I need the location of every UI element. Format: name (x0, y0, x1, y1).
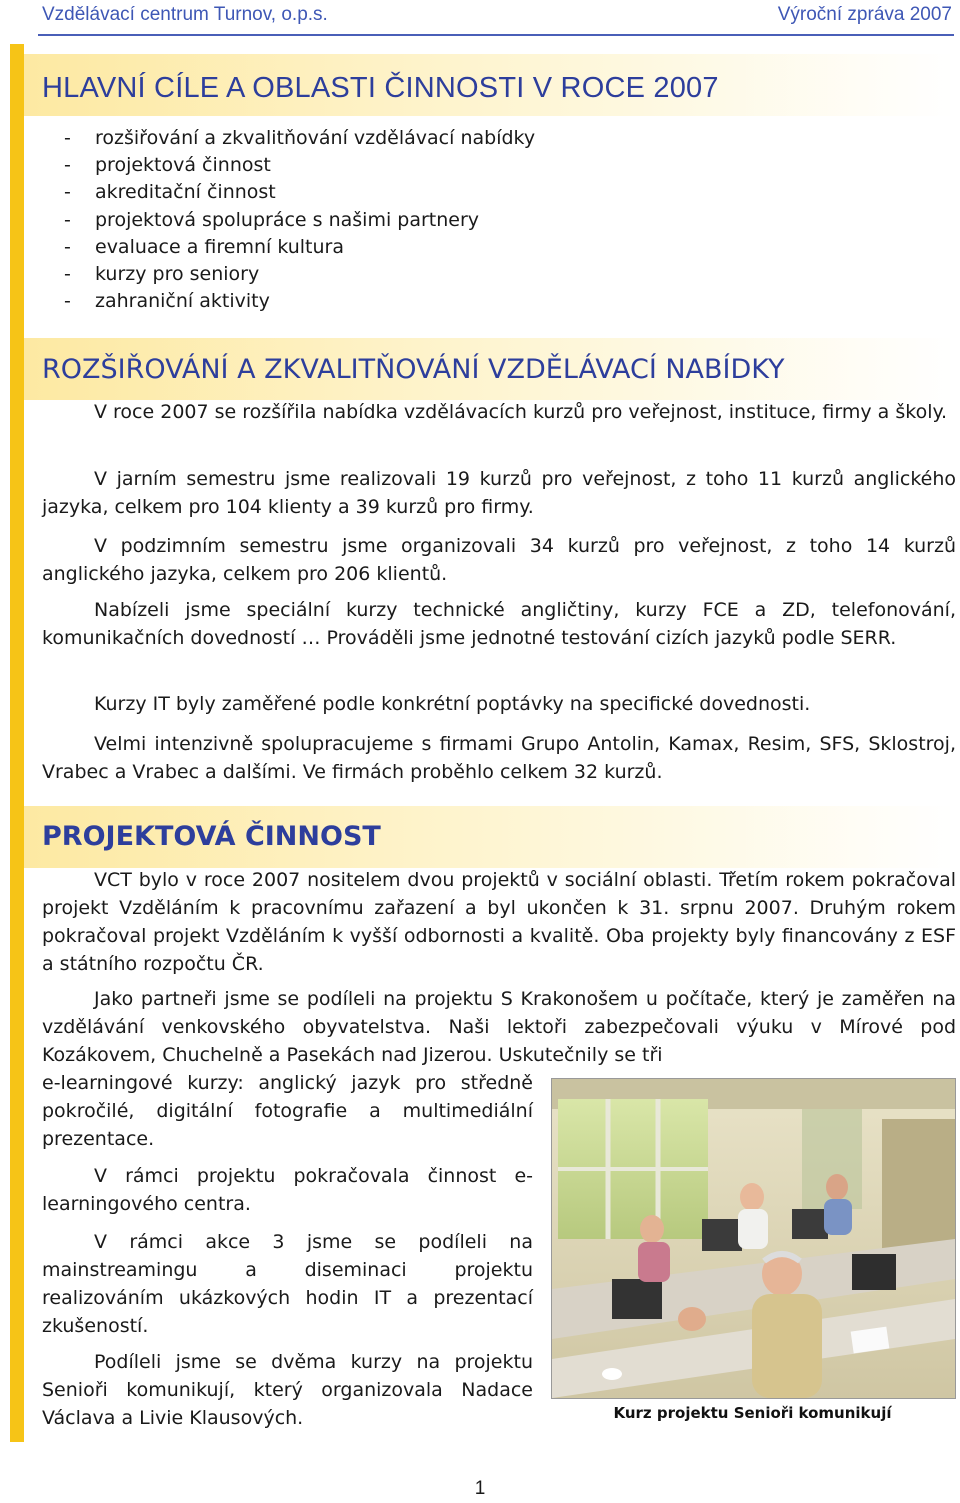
paragraph-projects-6: Podíleli jsme se dvěma kurzy na projektu Senioři komunikují, který organizovala Nadace Václava a Livie Klausových. (42, 1351, 533, 1429)
list-item: - kurzy pro seniory (64, 263, 260, 286)
header-organization: Vzdělávací centrum Turnov, o.p.s. (42, 4, 328, 25)
paragraph-offer-4: Nabízeli jsme speciální kurzy technické angličtiny, kurzy FCE a ZD, telefonování, komunikačních dovedností … Prováděli jsme jednotné testování cizích jazyků podle SERR. (42, 599, 956, 649)
paragraph-offer-5: Kurzy IT byly zaměřené podle konkrétní poptávky na specifické dovednosti. (94, 693, 811, 715)
list-item: - evaluace a firemní kultura (64, 235, 345, 258)
paragraph-projects-2: Jako partneři jsme se podíleli na projektu S Krakonošem u počítače, který je zaměřen na vzdělávání venkovského obyvatelstva. Naši lektoři zabezpečovali výuku v Mírové pod Kozákovem, Chuchelně a Pasekách nad Jizerou. Uskutečnily se tři (42, 988, 956, 1066)
list-item: - zahraniční aktivity (64, 290, 270, 313)
photo-caption: Kurz projektu Senioři komunikují (613, 1404, 892, 1422)
sidebar-accent-bar (10, 44, 24, 1442)
paragraph-projects-4: V rámci projektu pokračovala činnost e-learningového centra. (42, 1165, 533, 1215)
paragraph-offer-1: V roce 2007 se rozšířila nabídka vzdělávacích kurzů pro veřejnost, instituce, firmy a školy. (94, 401, 948, 423)
paragraph-offer-2: V jarním semestru jsme realizovali 19 kurzů pro veřejnost, z toho 11 kurzů anglického jazyka, celkem pro 104 klienty a 39 kurzů pro firmy. (42, 468, 956, 518)
list-item: - projektová činnost (64, 154, 271, 177)
page-number: 1 (474, 1478, 486, 1499)
paragraph-projects-5: V rámci akce 3 jsme se podíleli na mainstreamingu a diseminaci projektu realizováním ukázkových hodin IT a prezentací zkušeností. (42, 1231, 533, 1337)
header-report-title: Výroční zpráva 2007 (777, 4, 952, 25)
paragraph-offer-6: Velmi intenzivně spolupracujeme s firmami Grupo Antolin, Kamax, Resim, SFS, Sklostroj, Vrabec a Vrabec a dalšími. Ve firmách proběhlo celkem 32 kurzů. (42, 733, 956, 783)
goals-list (64, 125, 535, 315)
list-item: - rozšiřování a zkvalitňování vzdělávací nabídky (64, 127, 536, 149)
section-title-offer: ROZŠIŘOVÁNÍ A ZKVALITŇOVÁNÍ VZDĚLÁVACÍ NABÍDKY (42, 354, 785, 385)
list-item: - projektová spolupráce s našimi partnery (64, 208, 480, 231)
section-title-goals: HLAVNÍ CÍLE A OBLASTI ČINNOSTI V ROCE 2007 (42, 72, 719, 104)
section-title-projects: PROJEKTOVÁ ČINNOST (42, 821, 381, 852)
classroom-photo-image (552, 1079, 955, 1398)
paragraph-projects-1: VCT bylo v roce 2007 nositelem dvou projektů v sociální oblasti. Třetím rokem pokračoval projekt Vzděláním k pracovnímu zařazení a byl ukončen k 31. srpnu 2007. Druhým rokem pokračoval projekt Vzděláním k vyšší odbornosti a kvalitě. Oba projekty byly financovány z ESF a státního rozpočtu ČR. (42, 869, 956, 975)
classroom-photo (551, 1078, 956, 1399)
list-item: - akreditační činnost (64, 181, 276, 204)
paragraph-offer-3: V podzimním semestru jsme organizovali 34 kurzů pro veřejnost, z toho 14 kurzů anglického jazyka, celkem pro 206 klientů. (42, 535, 956, 585)
paragraph-projects-3: e-learningové kurzy: anglický jazyk pro středně pokročilé, digitální fotografie a multimediální prezentace. (42, 1072, 533, 1150)
header-divider (38, 34, 954, 36)
